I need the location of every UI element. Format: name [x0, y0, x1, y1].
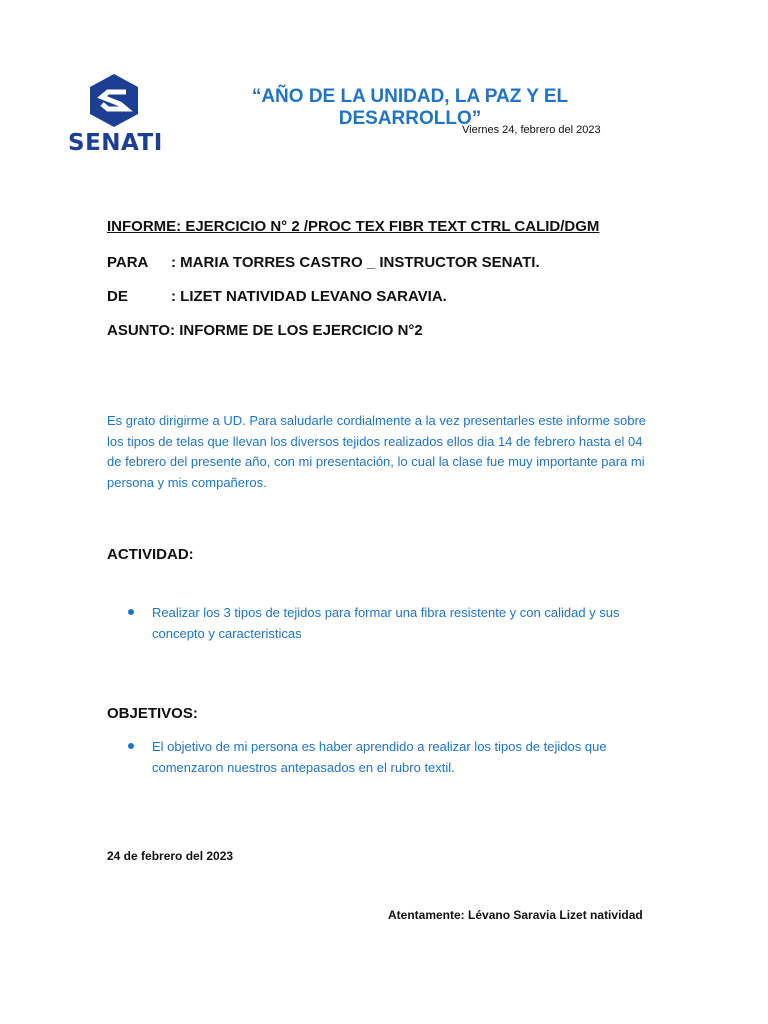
para-value: : MARIA TORRES CASTRO _ INSTRUCTOR SENATI. [171, 254, 540, 271]
bullet-icon [128, 609, 134, 615]
objetivos-heading: OBJETIVOS: [107, 705, 198, 722]
senati-emblem-icon [68, 72, 160, 130]
informe-title: INFORME: EJERCICIO N° 2 /PROC TEX FIBR TEXT CTRL CALID/DGM [107, 218, 600, 235]
asunto-row: ASUNTO: INFORME DE LOS EJERCICIO N°2 [107, 322, 423, 339]
signature-line: Atentamente: Lévano Saravia Lizet natividad [388, 908, 643, 922]
de-row [107, 288, 447, 305]
de-label: DE [107, 288, 128, 305]
de-value: : LIZET NATIVIDAD LEVANO SARAVIA. [171, 288, 447, 305]
senati-logo [68, 72, 163, 156]
bullet-icon [128, 743, 134, 749]
logo-text: SENATI [68, 130, 163, 156]
motto-title: “AÑO DE LA UNIDAD, LA PAZ Y EL DESARROLLO” [251, 86, 569, 129]
para-label: PARA [107, 254, 149, 271]
objetivos-item-text: El objetivo de mi persona es haber aprendido a realizar los tipos de tejidos que comenzaron nuestros antepasados en el rubro textil. [152, 739, 607, 775]
para-row [107, 254, 540, 271]
closing-date: 24 de febrero del 2023 [107, 849, 234, 863]
actividad-list-item [128, 603, 638, 644]
intro-paragraph: Es grato dirigirme a UD. Para saludarle cordialmente a la vez presentarles este informe sobre los tipos de telas que llevan los diversos tejidos realizados ellos dia 14 de febrero hasta el 04 de febrero del presente año, con mi presentación, lo cual la clase fue muy importante para mi persona y mis compañeros. [107, 413, 647, 490]
actividad-heading: ACTIVIDAD: [107, 546, 194, 563]
header-date: Viernes 24, febrero del 2023 [462, 124, 601, 136]
actividad-item-text: Realizar los 3 tipos de tejidos para formar una fibra resistente y con calidad y sus concepto y caracteristicas [152, 605, 620, 641]
objetivos-list-item [128, 737, 638, 778]
